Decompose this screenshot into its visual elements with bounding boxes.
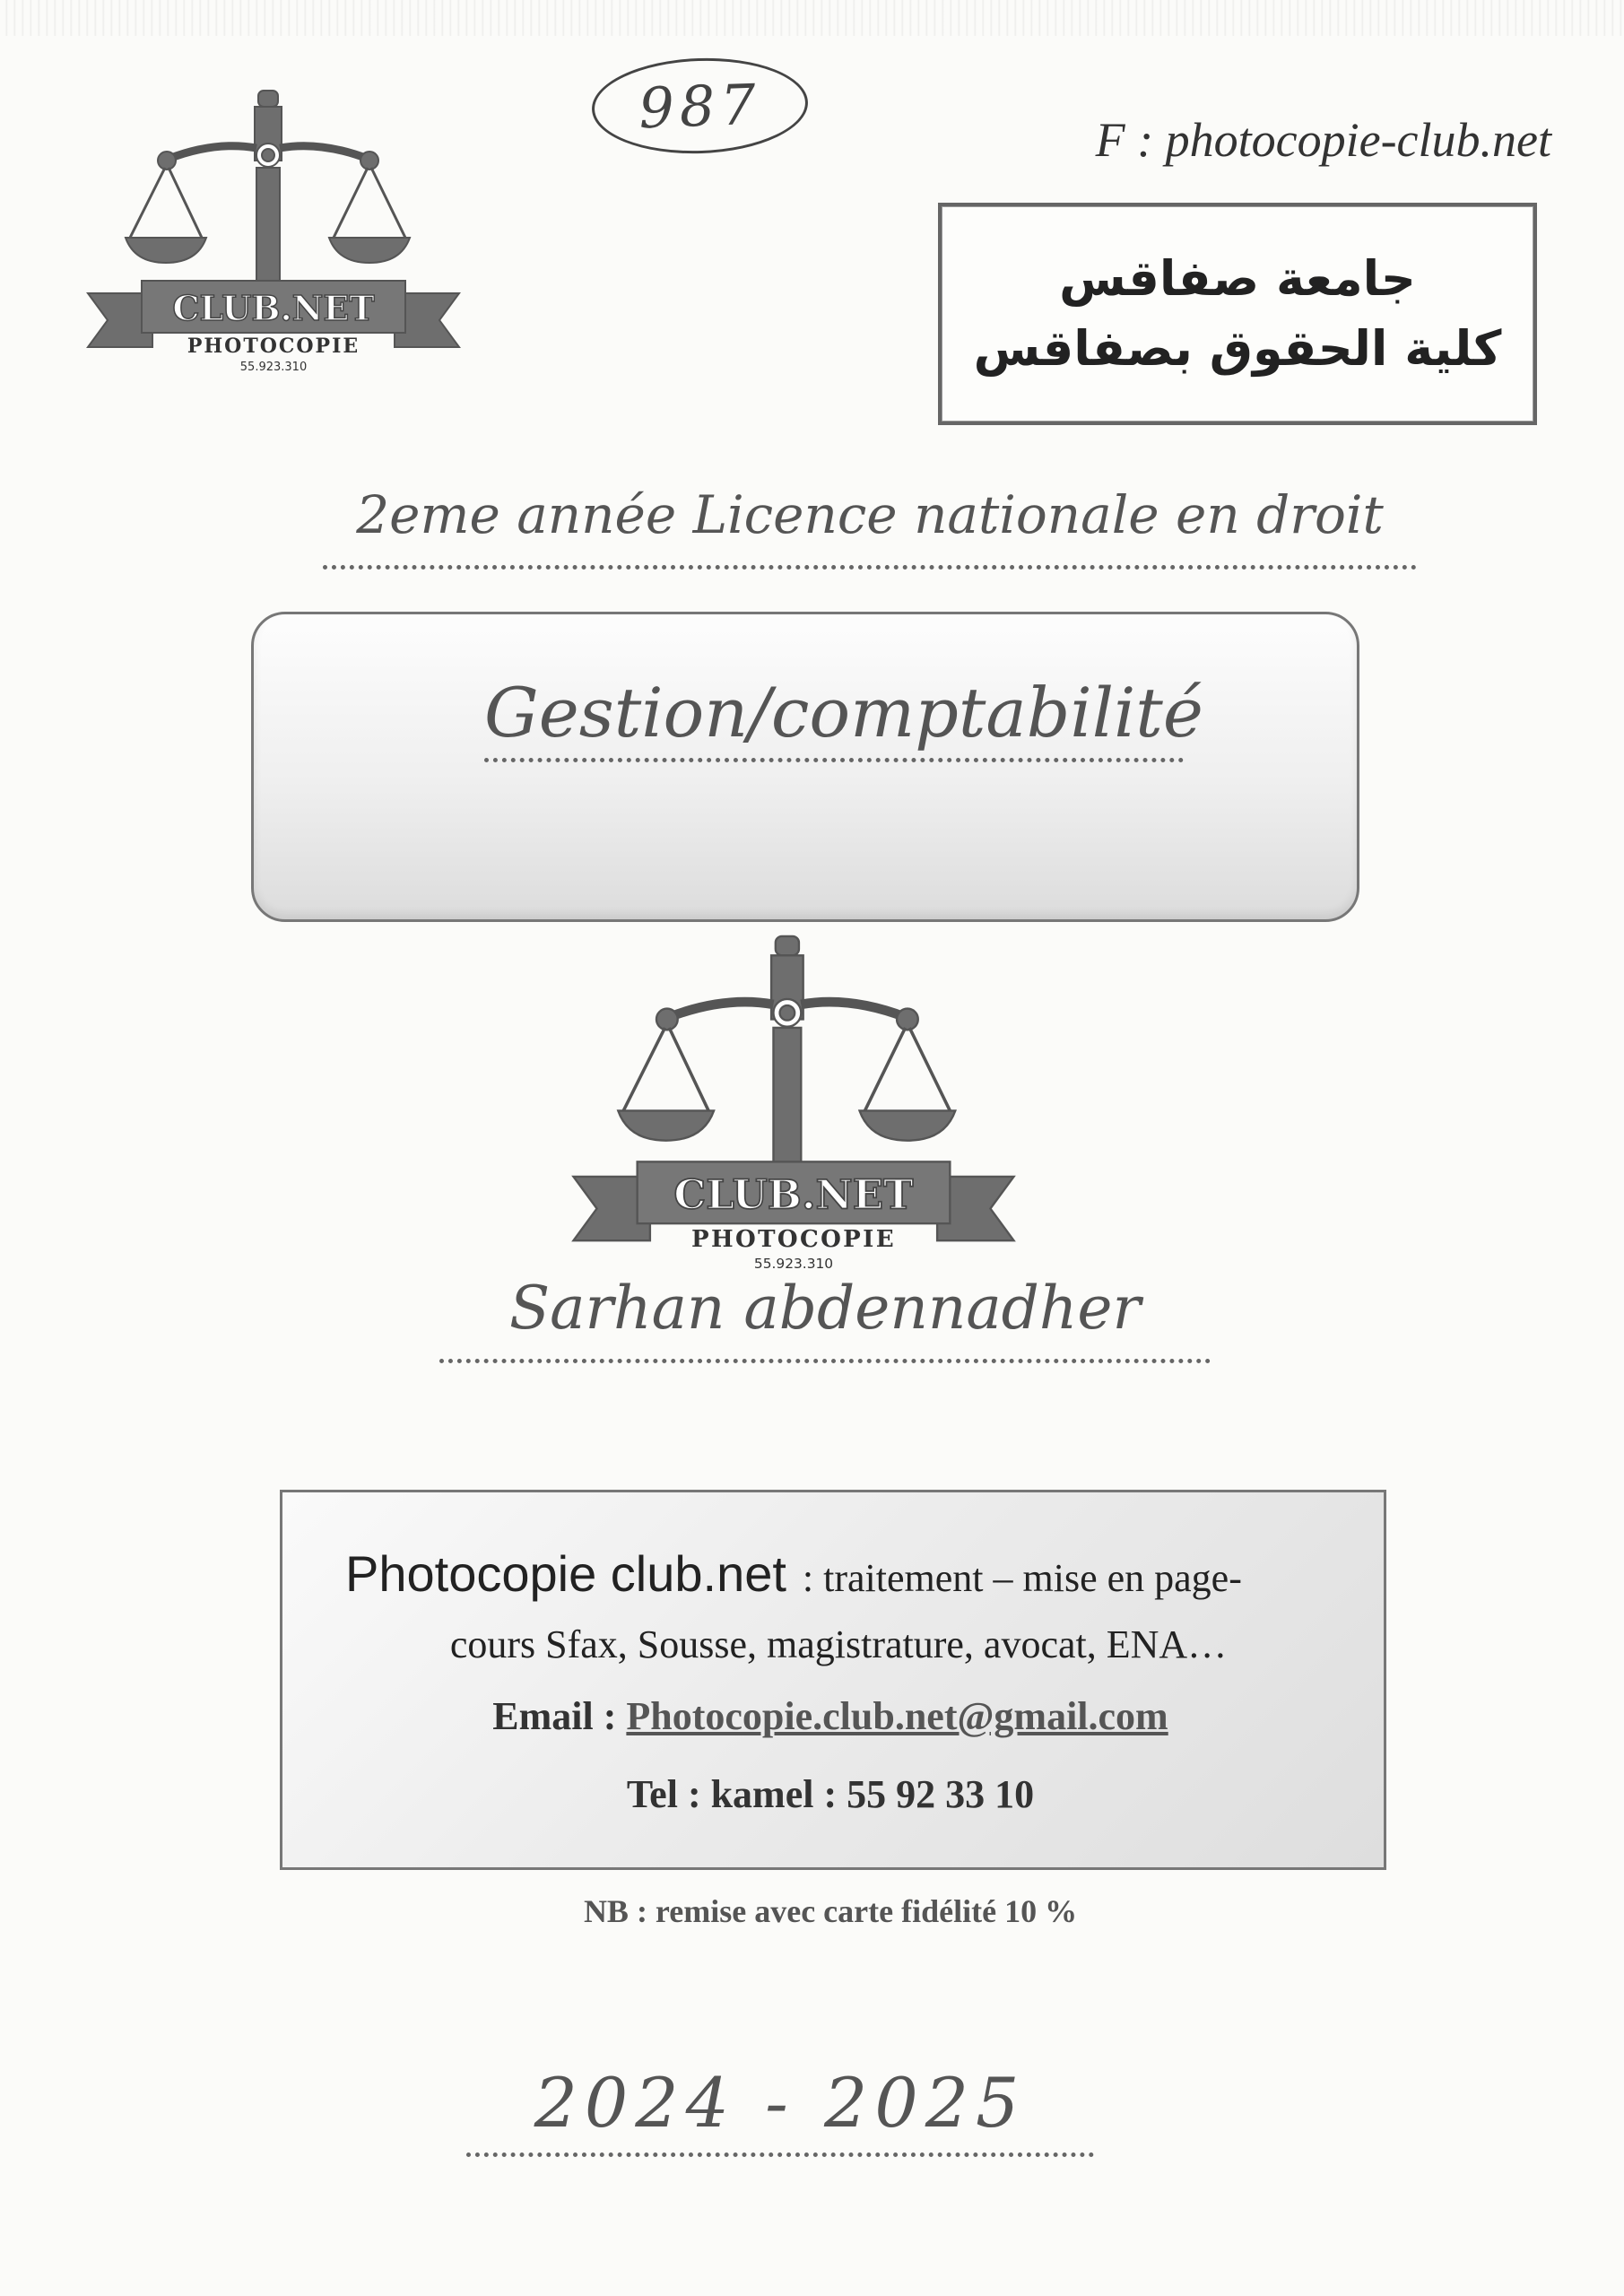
scales-logo-top [81,85,466,381]
logo-subtitle-text: PHOTOCOPIE [691,1226,896,1254]
academic-year-field: 2024 - 2025 [466,2063,1094,2157]
logo-club-text: CLUB.NET [673,1170,914,1219]
brand-name: Photocopie club.net [345,1545,786,1602]
student-name-field: Sarhan abdennadher [439,1274,1211,1363]
subject-box [251,612,1359,922]
file-number: 987 [638,71,762,141]
subject-field: Gestion/comptabilité [484,673,1184,762]
loyalty-note: NB : remise avec carte fidélité 10 % [583,1893,1078,1929]
brand-tagline: : traitement – mise en page- [802,1556,1242,1600]
faculty-name: كلية الحقوق بصفاقس [973,320,1502,377]
scales-logo-center [565,928,1022,1283]
website-header: F : photocopie-club.net [1095,113,1551,167]
logo-club-text: CLUB.NET [172,288,375,328]
info-brand-line [345,1544,1332,1603]
email-line [280,1693,1381,1739]
institution-box [938,203,1537,425]
logo-phone-text: 55.923.310 [753,1255,834,1272]
email-link[interactable]: Photocopie.club.net@gmail.com [626,1694,1168,1738]
email-label: Email : [492,1694,617,1738]
services-line: cours Sfax, Sousse, magistrature, avocat, ENA… [449,1622,1228,1666]
phone-line: Tel : kamel : 55 92 33 10 [626,1772,1035,1816]
university-name: جامعة صفاقس [1059,249,1416,307]
logo-phone-text: 55.923.310 [239,361,308,374]
file-number-oval [590,55,810,157]
level-field: 2eme année Licence nationale en droit [323,484,1417,570]
scan-noise-strip [0,0,1624,36]
logo-subtitle-text: PHOTOCOPIE [187,335,360,358]
